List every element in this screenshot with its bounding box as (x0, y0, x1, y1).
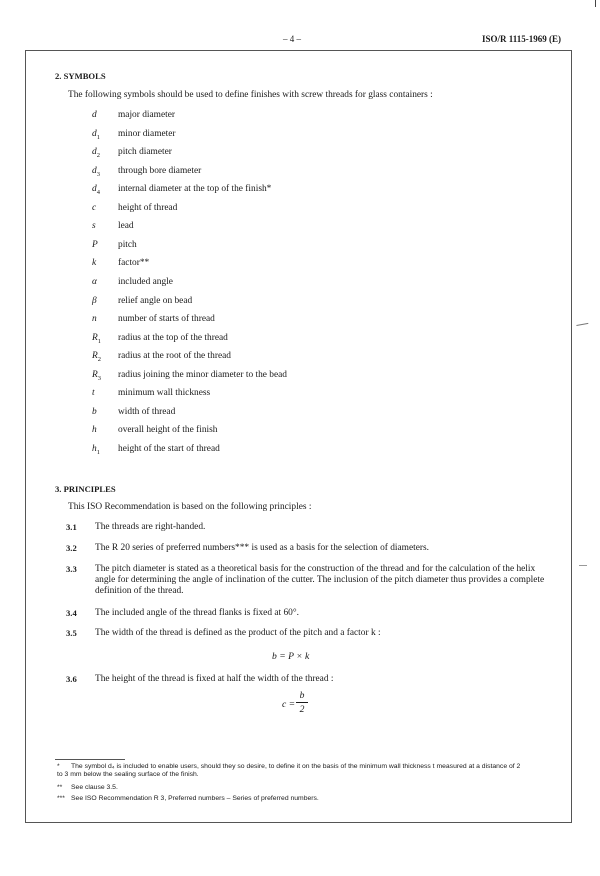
page-number: – 4 – (283, 34, 301, 44)
symbol: α (92, 277, 97, 287)
symbol: k (92, 258, 97, 268)
fraction-denominator: 2 (299, 704, 305, 715)
symbol-definition: minor diameter (118, 129, 176, 139)
symbol-definition: minimum wall thickness (118, 388, 211, 398)
symbols-heading: 2. SYMBOLS (55, 71, 106, 81)
symbol-definition: included angle (118, 277, 173, 287)
principles-intro: This ISO Recommendation is based on the following principles : (68, 502, 312, 512)
symbol-definition: number of starts of thread (118, 314, 215, 324)
formula-height-lhs: c = (282, 699, 296, 710)
principle-text: The threads are right-handed. (95, 522, 206, 532)
symbol-subscript: 4 (96, 188, 100, 196)
footnote-rule (55, 759, 125, 760)
formula-width: b = P × k (272, 651, 310, 662)
fraction-numerator: b (299, 690, 305, 701)
footnote (57, 795, 319, 803)
symbol-definition: overall height of the finish (118, 425, 218, 435)
symbol: t (92, 388, 95, 398)
symbol: $d_4$ (92, 184, 100, 196)
principle-number: 3.6 (66, 674, 77, 684)
symbol: n (92, 314, 97, 324)
symbol: c (92, 203, 97, 213)
symbol-definition: radius at the root of the thread (118, 351, 231, 361)
symbol-subscript: 2 (96, 151, 100, 159)
margin-mark (576, 319, 589, 326)
symbol-definition: through bore diameter (118, 166, 202, 176)
symbol-subscript: 1 (96, 133, 100, 141)
symbol-definition: pitch diameter (118, 147, 172, 157)
symbol-definition: pitch (118, 240, 137, 250)
symbol-definition: height of thread (118, 203, 178, 213)
symbol: $R_2$ (92, 351, 101, 363)
symbol-definition: relief angle on bead (118, 296, 193, 306)
symbol: $d_3$ (92, 166, 100, 178)
margin-mark (579, 565, 587, 566)
symbol: P (92, 240, 98, 250)
principle-text: The width of the thread is defined as the product of the pitch and a factor k : (95, 628, 381, 638)
symbol-definition: major diameter (118, 110, 176, 120)
symbol-subscript: 3 (97, 374, 101, 382)
principle-number: 3.1 (66, 522, 77, 532)
footnote-text: The symbol d₄ is included to enable users, should they so desire, to define it on the basis of the minimum wall thickness t measured at a distance of 2 to 3 mm below the sealing surface of the finish. (57, 763, 521, 778)
symbol-subscript: 1 (96, 448, 100, 456)
symbol: $R_1$ (92, 333, 101, 345)
footnote-mark: * (57, 763, 60, 770)
symbol-definition: internal diameter at the top of the finish* (118, 184, 272, 194)
symbol: h (92, 425, 97, 435)
formula-height-fraction (296, 690, 308, 715)
principle-text: The pitch diameter is stated as a theoretical basis for the construction of the thread and for the calculation of the helix angle for determining the angle of inclination of the cutter. The inclusion of the pitch diameter thus provides a complete definition of the thread. (95, 564, 545, 596)
footnote (57, 784, 118, 792)
symbol-definition: height of the start of thread (118, 444, 220, 454)
symbol: β (92, 296, 97, 306)
principle-text: The included angle of the thread flanks is fixed at 60°. (95, 608, 299, 618)
principle-number: 3.5 (66, 628, 77, 638)
symbol: $h_1$ (92, 444, 100, 456)
symbol: $d_2$ (92, 147, 100, 159)
principle-number: 3.3 (66, 564, 77, 574)
footnote-mark: *** (57, 795, 65, 802)
principles-heading: 3. PRINCIPLES (55, 484, 116, 494)
symbol: d (92, 110, 97, 120)
footnote-text: See ISO Recommendation R 3, Preferred numbers – Series of preferred numbers. (71, 795, 319, 802)
symbol-subscript: 2 (97, 355, 101, 363)
symbol: s (92, 221, 96, 231)
symbol-definition: radius joining the minor diameter to the bead (118, 370, 287, 380)
fraction-bar (296, 702, 308, 703)
symbol: b (92, 407, 97, 417)
symbol: $R_3$ (92, 370, 101, 382)
symbol: $d_1$ (92, 129, 100, 141)
symbols-intro: The following symbols should be used to define finishes with screw threads for glass containers : (68, 90, 433, 100)
principle-number: 3.2 (66, 543, 77, 553)
principle-number: 3.4 (66, 608, 77, 618)
symbol-definition: radius at the top of the thread (118, 333, 228, 343)
standard-reference: ISO/R 1115-1969 (E) (482, 34, 562, 44)
symbol-definition: lead (118, 221, 134, 231)
page-edge-mark (595, 0, 596, 7)
symbol-subscript: 1 (97, 337, 101, 345)
symbol-subscript: 3 (96, 170, 100, 178)
principle-text: The R 20 series of preferred numbers*** is used as a basis for the selection of diameters. (95, 543, 430, 553)
footnote-text: See clause 3.5. (71, 784, 118, 791)
symbol-definition: factor** (118, 258, 150, 268)
footnote-mark: ** (57, 784, 63, 791)
footnote (57, 763, 527, 779)
principle-text: The height of the thread is fixed at half the width of the thread : (95, 674, 334, 684)
symbol-definition: width of thread (118, 407, 176, 417)
